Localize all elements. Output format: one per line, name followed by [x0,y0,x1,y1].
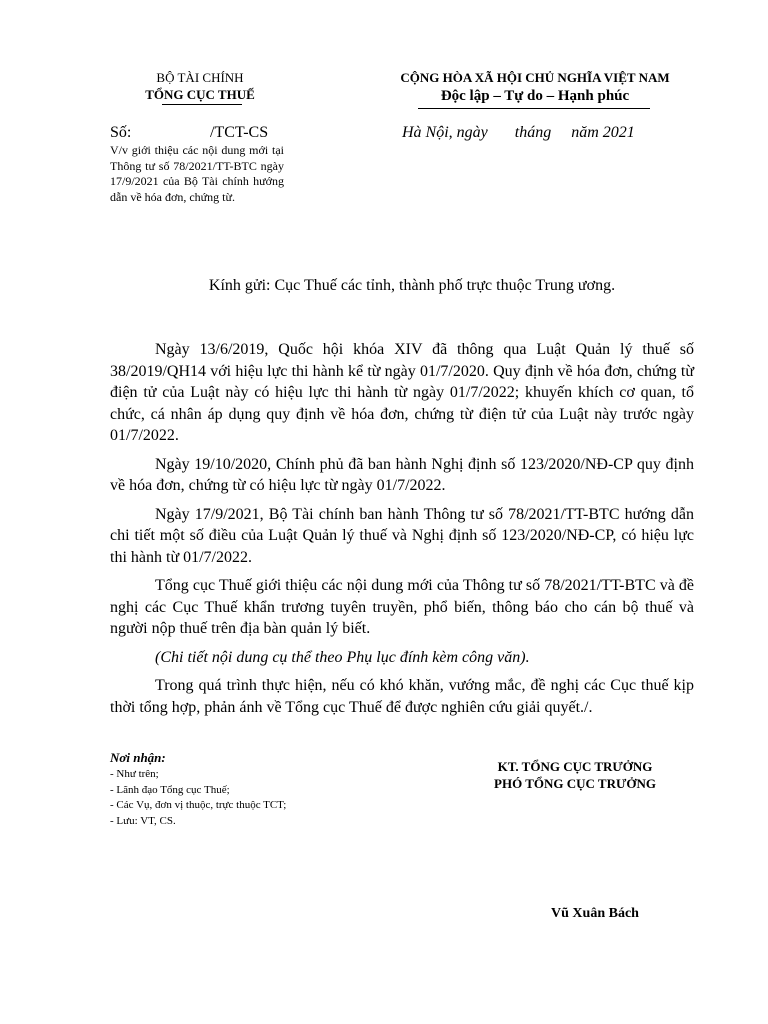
recipient-item: - Các Vụ, đơn vị thuộc, trực thuộc TCT; [110,799,287,811]
date-place: Hà Nội, ngày [402,124,488,141]
recipient-item: - Như trên; [110,768,159,780]
motto-underline [418,108,650,109]
recipients-list [110,767,286,829]
document-number-suffix: /TCT-CS [210,124,269,141]
signature-subtitle: PHÓ TỔNG CỤC TRƯỞNG [494,776,656,791]
date-month: tháng [514,124,552,141]
document-subject: V/v giới thiệu các nội dung mới tại Thông tư số 78/2021/TT-BTC ngày 17/9/2021 của Bộ Tài chính hướng dẫn về hóa đơn, chứng từ. [110,143,284,204]
signer-name: Vũ Xuân Bách [551,906,639,921]
ministry-name: BỘ TÀI CHÍNH [156,70,244,85]
body-paragraph: Ngày 13/6/2019, Quốc hội khóa XIV đã thông qua Luật Quản lý thuế số 38/2019/QH14 với hiệu lực thi hành kể từ ngày 01/7/2020. Quy định về hóa đơn, chứng từ điện tử của Luật này có hiệu lực thi hành từ ngày 01/7/2022; khuyến khích cơ quan, tổ chức, cá nhân áp dụng quy định về hóa đơn, chứng từ điện tử của Luật này trước ngày 01/7/2022. [110,341,694,444]
agency-underline [162,104,242,105]
body-paragraph: Trong quá trình thực hiện, nếu có khó khăn, vướng mắc, đề nghị các Cục thuế kịp thời tổng hợp, phản ánh về Tổng cục Thuế để được nghiên cứu giải quyết./. [110,677,694,716]
document-date [402,124,635,142]
document-body [110,339,694,725]
national-motto: Độc lập – Tự do – Hạnh phúc [440,88,630,104]
recipient-greeting: Kính gửi: Cục Thuế các tỉnh, thành phố trực thuộc Trung ương. [208,277,616,294]
signature-title: KT. TỔNG CỤC TRƯỞNG [497,759,653,774]
national-title: CỘNG HÒA XÃ HỘI CHỦ NGHĨA VIỆT NAM [400,70,670,85]
agency-name: TỔNG CỤC THUẾ [145,87,255,102]
date-year: năm 2021 [571,124,635,141]
body-paragraph: Ngày 17/9/2021, Bộ Tài chính ban hành Thông tư số 78/2021/TT-BTC hướng dẫn chi tiết một số điều của Luật Quản lý thuế và Nghị định số 123/2020/NĐ-CP, có hiệu lực thi hành từ 01/7/2022. [110,505,694,566]
recipient-item: - Lưu: VT, CS. [110,814,176,827]
body-paragraph: Ngày 19/10/2020, Chính phủ đã ban hành Nghị định số 123/2020/NĐ-CP quy định về hóa đơn, chứng từ có hiệu lực từ ngày 01/7/2022. [110,455,694,494]
recipient-item: - Lãnh đạo Tổng cục Thuế; [110,783,230,796]
document-number [110,124,268,142]
body-paragraph-note: (Chi tiết nội dung cụ thể theo Phụ lục đính kèm công văn). [155,648,530,666]
body-paragraph: Tổng cục Thuế giới thiệu các nội dung mới của Thông tư số 78/2021/TT-BTC và đề nghị các Cục Thuế khẩn trương tuyên truyền, phổ biến, thông báo cho cán bộ thuế và người nộp thuế trên địa bàn quản lý biết. [110,577,694,637]
recipients-title: Nơi nhận: [110,750,166,765]
document-number-label: Số: [110,124,132,141]
